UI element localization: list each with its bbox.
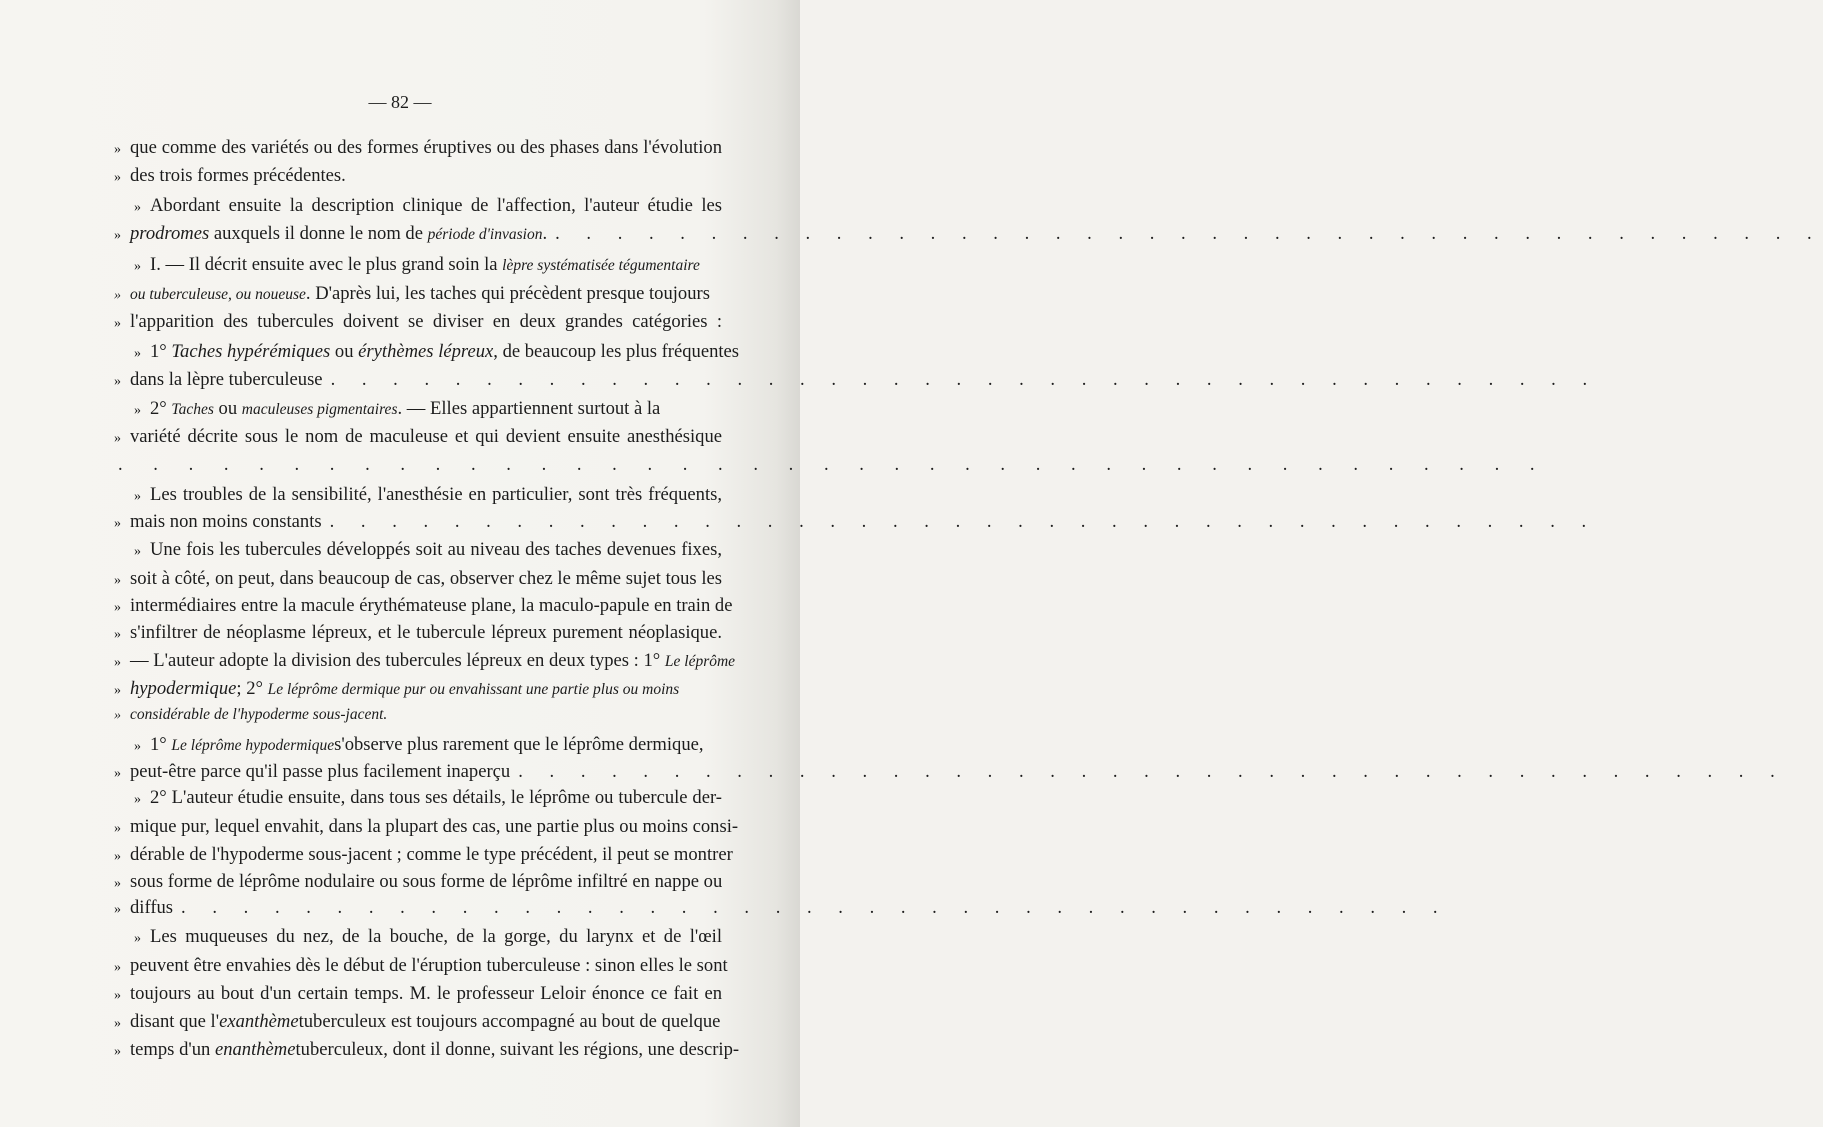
quote-mark: »: [114, 228, 121, 243]
text-line: [114, 620, 722, 646]
line-text: auxquels il donne le nom de: [209, 223, 428, 244]
italic-term: Le léprôme dermique pur ou envahissant une partie plus ou moins: [267, 681, 680, 698]
quote-mark: »: [114, 627, 121, 642]
leader-dots: . . . . . . . . . . . . . . . . . . . . . . . . . . . . . . . . . . . . . . . . .: [555, 223, 1823, 244]
quote-mark: »: [134, 544, 141, 559]
line-text: , de beaucoup les plus fréquentes: [493, 341, 740, 362]
leader-dots: . . . . . . . . . . . . . . . . . . . . . . . . . . . . . . . . . . . . . . . . .: [518, 761, 1786, 782]
italic-term: lèpre systématisée tégumentaire: [502, 257, 700, 274]
page-number: — 82 —: [368, 92, 432, 112]
text-line: [114, 424, 722, 450]
quote-mark: »: [114, 170, 121, 185]
line-text: variété décrite sous le nom de maculeuse et qui devient ensuite anesthésique: [130, 426, 722, 447]
italic-term: considérable de l'hypoderme sous-jacent.: [130, 706, 388, 723]
text-line: [114, 193, 722, 219]
text-line: [114, 702, 722, 728]
text-line: [114, 482, 722, 508]
italic-term: enanthème: [214, 1039, 296, 1060]
text-line: [114, 509, 1598, 535]
text-line: [114, 135, 722, 161]
italic-term: Le léprôme hypodermique: [171, 737, 335, 754]
text-line: [114, 367, 1599, 393]
line-text: ou: [213, 398, 242, 419]
line-text: s'observe plus rarement que le léprôme dermique,: [334, 734, 704, 755]
quote-mark: »: [114, 142, 121, 157]
text-line: [114, 163, 722, 189]
quote-mark: »: [134, 346, 141, 361]
line-text: Abordant ensuite la description clinique de l'affection, l'auteur étudie les: [150, 195, 722, 216]
text-line: [114, 869, 722, 895]
quote-mark: »: [114, 902, 121, 917]
quote-mark: »: [114, 708, 121, 723]
line-text: que comme des variétés ou des formes éruptives ou des phases dans l'évolution: [130, 137, 722, 158]
text-line: [114, 221, 1823, 247]
line-text: toujours au bout d'un certain temps. M. le professeur Leloir énonce ce fait en: [130, 983, 722, 1004]
text-line: [114, 924, 722, 950]
line-text: I. — Il décrit ensuite avec le plus grand soin la: [150, 254, 503, 275]
quote-mark: »: [114, 1044, 121, 1059]
italic-term: Taches: [171, 401, 214, 418]
line-text: Les troubles de la sensibilité, l'anesthésie en particulier, sont très fréquents,: [150, 484, 722, 505]
text-line: [114, 895, 1449, 921]
line-text: mais non moins constants: [130, 511, 322, 532]
quote-mark: »: [134, 489, 141, 504]
line-text: Une fois les tubercules développés soit au niveau des taches devenues fixes,: [150, 539, 722, 560]
italic-term: Taches hypérémiques: [171, 341, 331, 362]
text-line: [114, 785, 722, 811]
leader-dots: . . . . . . . . . . . . . . . . . . . . . . . . . . . . . . . . . . . . . . . . .: [330, 369, 1599, 390]
line-text: peut-être parce qu'il passe plus facilement inaperçu: [130, 761, 511, 782]
quote-mark: »: [114, 1016, 121, 1031]
text-line: [114, 537, 722, 563]
line-text: s'infiltrer de néoplasme lépreux, et le tubercule lépreux purement néoplasique.: [130, 622, 722, 643]
line-text: 2°: [150, 398, 172, 419]
line-text: dérable de l'hypoderme sous-jacent ; comme le type précédent, il peut se montrer: [130, 844, 733, 865]
line-text: mique pur, lequel envahit, dans la plupart des cas, une partie plus ou moins consi-: [130, 816, 739, 837]
italic-term: exanthème: [219, 1011, 299, 1032]
line-text: . D'après lui, les taches qui précèdent presque toujours: [305, 283, 710, 304]
line-text: diffus: [130, 897, 174, 918]
line-text: 2° L'auteur étudie ensuite, dans tous ses détails, le léprôme ou tubercule der-: [150, 787, 722, 808]
quote-mark: »: [114, 988, 121, 1003]
line-text: 1°: [150, 734, 172, 755]
quote-mark: »: [134, 739, 141, 754]
text-line: [114, 452, 1548, 478]
line-text: ; 2°: [236, 678, 268, 699]
text-line: [114, 1037, 740, 1063]
leader-dots: . . . . . . . . . . . . . . . . . . . . . . . . . . . . . . . . . . . . . . . . .: [181, 897, 1449, 918]
line-text: temps d'un: [130, 1039, 215, 1060]
text-line: [114, 953, 728, 979]
text-line: [114, 759, 1786, 785]
text-line: [114, 396, 722, 422]
italic-term: ou tuberculeuse, ou noueuse: [130, 286, 306, 303]
text-line: [114, 1009, 722, 1035]
line-text: soit à côté, on peut, dans beaucoup de cas, observer chez le même sujet tous les: [130, 568, 722, 589]
italic-term: érythèmes lépreux: [358, 341, 494, 362]
line-text: peuvent être envahies dès le début de l'éruption tuberculeuse : sinon elles le sont: [130, 955, 728, 976]
quote-mark: »: [134, 259, 141, 274]
quote-mark: »: [114, 600, 121, 615]
quote-mark: »: [134, 931, 141, 946]
text-line: [114, 732, 722, 758]
text-line: [114, 648, 736, 674]
leader-dots: . . . . . . . . . . . . . . . . . . . . . . . . . . . . . . . . . . . . . . . . .: [118, 454, 1548, 475]
quote-mark: »: [114, 431, 121, 446]
quote-mark: »: [114, 316, 121, 331]
text-line: [114, 566, 722, 592]
line-text: l'apparition des tubercules doivent se diviser en deux grandes catégories :: [130, 311, 722, 332]
line-text: .: [542, 223, 548, 244]
line-text: disant que l': [130, 1011, 220, 1032]
text-line: [114, 842, 733, 868]
quote-mark: »: [134, 792, 141, 807]
italic-term: hypodermique: [130, 678, 237, 699]
line-text: des trois formes précédentes.: [130, 165, 346, 186]
quote-mark: »: [114, 374, 121, 389]
text-line: [114, 981, 722, 1007]
line-text: Les muqueuses du nez, de la bouche, de la gorge, du larynx et de l'œil: [150, 926, 722, 947]
quote-mark: »: [114, 516, 121, 531]
line-text: tuberculeux, dont il donne, suivant les régions, une descrip-: [295, 1039, 740, 1060]
text-line: [114, 593, 733, 619]
line-text: 1°: [150, 341, 172, 362]
quote-mark: »: [114, 821, 121, 836]
line-text: tuberculeux est toujours accompagné au bout de quelque: [298, 1011, 721, 1032]
line-text: dans la lèpre tuberculeuse: [130, 369, 323, 390]
italic-term: Le léprôme: [664, 653, 736, 670]
quote-mark: »: [134, 200, 141, 215]
line-text: . — Elles appartiennent surtout à la: [397, 398, 661, 419]
quote-mark: »: [114, 573, 121, 588]
quote-mark: »: [114, 288, 121, 303]
line-text: — L'auteur adopte la division des tubercules lépreux en deux types : 1°: [130, 650, 665, 671]
quote-mark: »: [114, 849, 121, 864]
quote-mark: »: [114, 655, 121, 670]
italic-term: période d'invasion: [427, 226, 543, 243]
quote-mark: »: [114, 766, 121, 781]
text-line: [114, 252, 722, 278]
text-line: [114, 339, 740, 365]
line-text: ou: [330, 341, 359, 362]
line-text: sous forme de léprôme nodulaire ou sous forme de léprôme infiltré en nappe ou: [130, 871, 723, 892]
text-line: [114, 309, 722, 335]
quote-mark: »: [114, 960, 121, 975]
quote-mark: »: [134, 403, 141, 418]
quote-mark: »: [114, 876, 121, 891]
text-line: [114, 814, 739, 840]
leader-dots: . . . . . . . . . . . . . . . . . . . . . . . . . . . . . . . . . . . . . . . . .: [329, 511, 1598, 532]
italic-term: prodromes: [130, 223, 210, 244]
quote-mark: »: [114, 683, 121, 698]
text-line: [114, 676, 722, 702]
italic-term: maculeuses pigmentaires: [241, 401, 398, 418]
text-line: [114, 281, 722, 307]
line-text: intermédiaires entre la macule érythémateuse plane, la maculo-papule en train de: [130, 595, 733, 616]
